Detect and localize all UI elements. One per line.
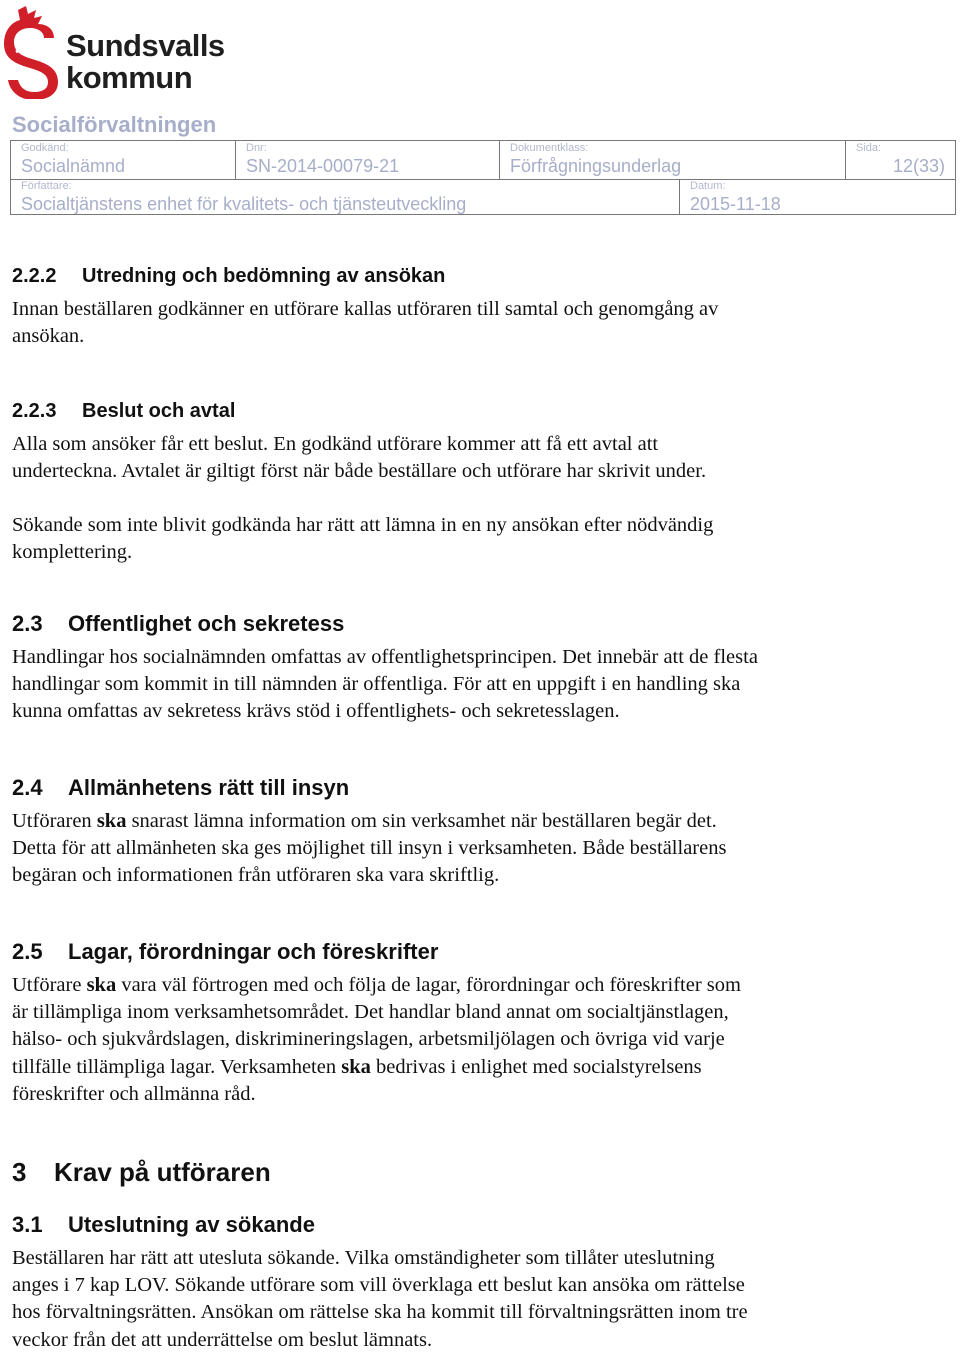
text-run: vara väl förtrogen med och följa de lagar, förordningar och föreskrifter som — [116, 974, 741, 996]
emphasis-ska: ska — [86, 974, 117, 996]
heading-number: 3.1 — [12, 1212, 43, 1237]
heading-2-4 — [12, 775, 349, 801]
forfattare-label: Författare: — [21, 180, 72, 192]
heading-2-2-2 — [12, 265, 445, 288]
heading-title: Lagar, förordningar och föreskrifter — [68, 939, 439, 964]
text-run: Utföraren — [12, 810, 97, 832]
heading-title: Uteslutning av sökande — [68, 1212, 315, 1237]
paragraph-line: veckor från det att underrättelse om beslut lämnats. — [12, 1328, 433, 1351]
organization-title: Socialförvaltningen — [12, 112, 217, 137]
text-run: snarast lämna information om sin verksamhet när beställaren begär det. — [126, 810, 717, 832]
paragraph-line: Sökande som inte blivit godkända har rätt att lämna in en ny ansökan efter nödvändig — [12, 514, 714, 536]
text-run: tillfälle tillämpliga lagar. Verksamheten — [12, 1055, 342, 1078]
heading-number: 2.5 — [12, 939, 43, 964]
emphasis-ska: ska — [96, 810, 127, 832]
godkand-cell — [11, 141, 235, 179]
dragon-emblem-icon — [4, 4, 64, 99]
heading-3-1 — [12, 1212, 315, 1238]
paragraph-line: Beställaren har rätt att utesluta sökande. Vilka omständigheter som tillåter uteslutning — [12, 1247, 715, 1269]
datum-cell — [679, 179, 955, 214]
sundsvalls-kommun-logo — [4, 4, 254, 99]
sida-label: Sida: — [856, 142, 882, 154]
datum-label: Datum: — [690, 180, 726, 192]
heading-title: Offentlighet och sekretess — [68, 611, 345, 636]
heading-title: Utredning och bedömning av ansökan — [82, 265, 446, 287]
datum-value: 2015-11-18 — [690, 194, 781, 214]
heading-2-3 — [12, 611, 344, 637]
dnr-label: Dnr: — [246, 142, 267, 154]
sida-cell — [845, 141, 955, 179]
paragraph-line: hälso- och sjukvårdslagen, diskrimineringslagen, arbetsmiljölagen och övriga vid varje — [12, 1028, 725, 1051]
document-header-table — [10, 140, 956, 215]
text-run: Utförare — [12, 974, 87, 996]
paragraph-line — [12, 808, 912, 835]
paragraph-2-2-3-b — [12, 512, 912, 566]
paragraph-3-1 — [12, 1245, 912, 1354]
heading-2-2-3 — [12, 400, 235, 423]
forfattare-cell — [11, 179, 679, 214]
paragraph-line: är tillämpliga inom verksamhetsområdet. Det handlar bland annat om socialtjänstlagen, — [12, 1001, 729, 1024]
text-run: bedrivas i enlighet med socialstyrelsens — [370, 1055, 702, 1078]
paragraph-line: handlingar som kommit in till nämnden är offentliga. För att en uppgift i en handling ska — [12, 673, 741, 696]
logo-line-2: kommun — [66, 60, 193, 95]
heading-title: Allmänhetens rätt till insyn — [68, 775, 350, 800]
heading-2-5 — [12, 939, 438, 965]
paragraph-line: föreskrifter och allmänna råd. — [12, 1082, 256, 1105]
heading-number: 2.2.2 — [12, 265, 57, 287]
dnr-value: SN-2014-00079-21 — [246, 156, 400, 176]
paragraph-line: Innan beställaren godkänner en utförare kallas utföraren till samtal och genomgång av — [12, 298, 719, 320]
paragraph-2-5 — [12, 972, 912, 1108]
dokumentklass-cell — [499, 141, 846, 179]
heading-title: Krav på utföraren — [54, 1157, 271, 1187]
forfattare-value: Socialtjänstens enhet för kvalitets- och tjänsteutveckling — [21, 194, 467, 214]
godkand-value: Socialnämnd — [21, 156, 126, 176]
paragraph-line: Detta för att allmänheten ska ges möjlighet till insyn i verksamheten. Både beställarens — [12, 837, 727, 860]
paragraph-line: underteckna. Avtalet är giltigt först när både beställare och utförare har skrivit under. — [12, 460, 707, 483]
header-row-1 — [11, 141, 955, 180]
heading-number: 2.2.3 — [12, 400, 57, 422]
paragraph-2-4 — [12, 808, 912, 890]
paragraph-line: komplettering. — [12, 541, 133, 564]
paragraph-line: Alla som ansöker får ett beslut. En godkänd utförare kommer att få ett avtal att — [12, 433, 659, 455]
paragraph-2-2-2 — [12, 296, 912, 350]
heading-number: 2.4 — [12, 775, 43, 800]
emphasis-ska: ska — [341, 1055, 371, 1078]
paragraph-line: anges i 7 kap LOV. Sökande utförare som vill överklaga ett beslut kan ansöka om rättelse — [12, 1274, 745, 1297]
logo-wordmark — [66, 30, 225, 94]
godkand-label: Godkänd: — [21, 142, 69, 154]
page-number: 12(33) — [892, 156, 945, 176]
paragraph-2-3 — [12, 644, 912, 726]
paragraph-line: begäran och informationen från utföraren ska vara skriftlig. — [12, 864, 500, 887]
dokumentklass-label: Dokumentklass: — [510, 142, 589, 154]
logo-line-1: Sundsvalls — [66, 28, 225, 63]
paragraph-line: kunna omfattas av sekretess krävs stöd i offentlighets- och sekretesslagen. — [12, 700, 620, 723]
heading-title: Beslut och avtal — [82, 400, 236, 422]
paragraph-line: ansökan. — [12, 325, 85, 348]
heading-3 — [12, 1157, 271, 1188]
heading-number: 2.3 — [12, 611, 43, 636]
paragraph-line: Handlingar hos socialnämnden omfattas av offentlighetsprincipen. Det innebär att de flesta — [12, 646, 758, 668]
paragraph-line: hos förvaltningsrätten. Ansökan om rättelse ska ha kommit till förvaltningsrätten inom tre — [12, 1301, 748, 1324]
paragraph-line — [12, 972, 912, 999]
paragraph-line — [12, 1054, 912, 1081]
heading-number: 3 — [12, 1157, 27, 1187]
dokumentklass-value: Förfrågningsunderlag — [510, 156, 682, 176]
paragraph-2-2-3-a — [12, 431, 912, 485]
dnr-cell — [235, 141, 500, 179]
